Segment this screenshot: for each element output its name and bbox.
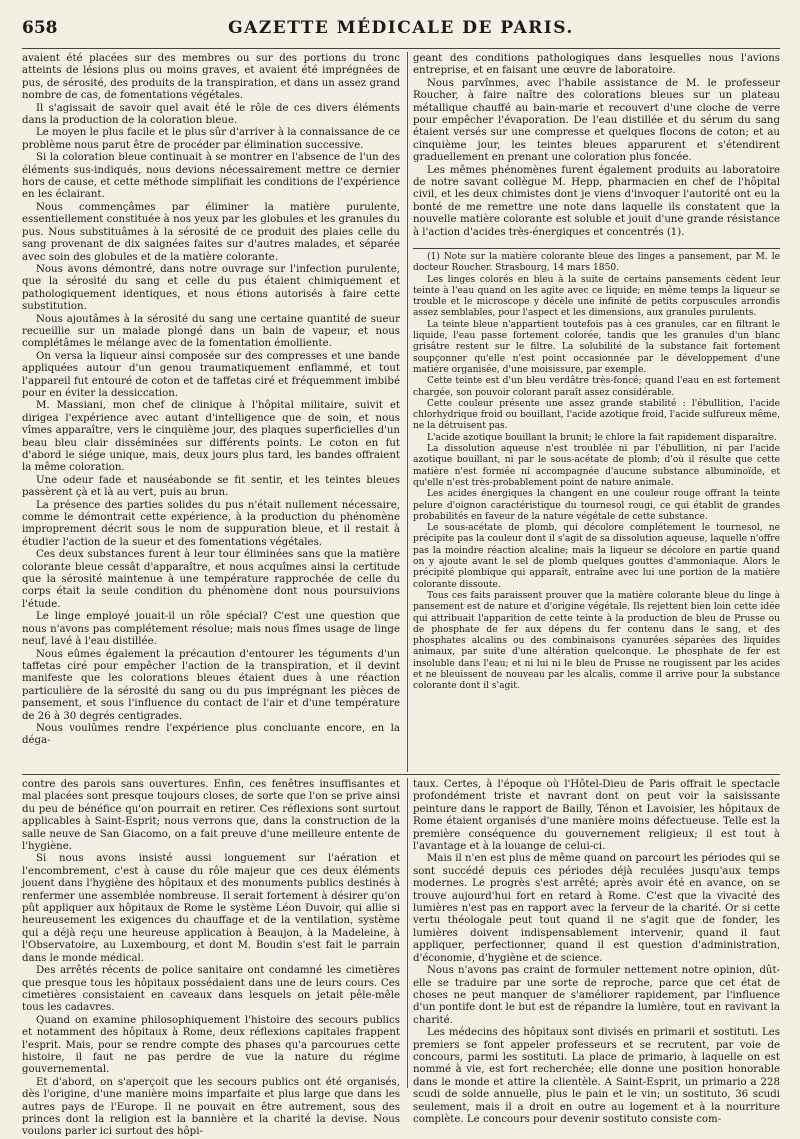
paragraph: Des arrêtés récents de police sanitaire ont condamné les cimetières que presque tous les hôpitaux possédaient dans une de leurs cours. Ces cimetières consistaient en caveaux dans lesquels on jetait pêle-mêle tous les cadavres. [22,965,400,1014]
paragraph: Nous ajoutâmes à la sérosité du sang une certaine quantité de sueur recueillie sur un malade plongé dans un bain de vapeur, et nous complétâmes le mélange avec de la fomentation émolliente. [22,313,400,350]
paragraph: taux. Certes, à l'époque où l'Hôtel-Dieu de Paris offrait le spectacle profondément triste et navrant dont on peut voir la saisissante peinture dans le rapport de Bailly, Ténon et Lavoisier, les hôpitaux de Rome étaient organisés d'une manière moins défectueuse. Telle est la première conséquence du gouvernement religieux; il est tout à l'avantage et à la louange de celui-ci. [413,779,780,853]
top-right-column [413,53,780,243]
column-divider-bottom [407,778,408,1088]
paragraph: Nous avons démontré, dans notre ouvrage sur l'infection purulente, que la sérosité du sang et celle du pus étaient chimiquement et pathologiquement identiques, et nous étions autorisés à faire cette substitution. [22,263,400,313]
paragraph: Et d'abord, on s'aperçoit que les secours publics ont été organisés, dès l'origine, d'une manière moins imparfaite et plus large que dans les autres pays de l'Europe. Il ne pouvait en être autrement, sous des princes dont la religion est la bannière et la charité la devise. Nous voulons parler ici surtout des hôpi- [22,1076,400,1138]
footnote-paragraph: Les linges colorés en bleu à la suite de certains pansements cèdent leur teinte à l'eau quand on les agite avec ce liquide; en même temps la liqueur se trouble et le microscope y décèle une infinité de petits corpuscules arrondis assez semblables, pour l'aspect et les dimensions, aux granules purulents. [413,274,780,319]
paragraph: avaient été placées sur des membres ou sur des portions du tronc atteints de lésions plus ou moins graves, et avaient été imprégnées de pus, de sérosité, des produits de la transpiration, et dans un assez grand nombre de cas, de fomentations végétales. [22,53,400,102]
paragraph: Le moyen le plus facile et le plus sûr d'arriver à la connaissance de ce problème nous parut être de procéder par élimination successive. [22,127,400,151]
page-header [22,18,780,40]
column-divider-top [407,52,408,772]
paragraph: geant des conditions pathologiques dans lesquelles nous l'avions entreprise, et en faisant une œuvre de laboratoire. [413,53,780,77]
paragraph: Il s'agissait de savoir quel avait été le rôle de ces divers éléments dans la production de la coloration bleue. [22,102,400,127]
section-rule [22,774,780,775]
page-number: 658 [22,18,58,38]
footnote [413,252,780,770]
running-title: GAZETTE MÉDICALE DE PARIS. [228,18,574,38]
paragraph: Nous voulûmes rendre l'expérience plus concluante encore, en la déga- [22,722,400,747]
bottom-left-column [22,779,400,1138]
paragraph: Les mêmes phénomènes furent également produits au laboratoire de notre savant collègue M. Hepp, pharmacien en chef de l'hôpital civil, et les deux chimistes dont je viens d'invoquer l'autorité ont eu la bonté de me remettre une note dans laquelle ils constatent que la nouvelle matière colorante est soluble et jouit d'une grande résistance à l'action d'acides très-énergiques et concentrés (1). [413,164,780,238]
paragraph: Si la coloration bleue continuait à se montrer en l'absence de l'un des éléments sus-indiqués, nous devions nécessairement mettre ce dernier hors de cause, et cette méthode simplifiait les conditions de l'expérience en les éclairant. [22,152,400,201]
footnote-paragraph: Les acides énergiques la changent en une couleur rouge offrant la teinte pelure d'oignon caractéristique du tournesol rougi, ce qui établit de grandes probabilités en faveur de la nature végétale de cette substance. [413,489,780,522]
paragraph: contre des parois sans ouvertures. Enfin, ces fenêtres insuffisantes et mal placées sont presque toujours closes, de sorte que l'on se prive ainsi du peu de bénéfice qu'on pourrait en retirer. Ces réflexions sont surtout applicables à Saint-Esprit; nous verrons que, dans la construction de la salle neuve de San Giacomo, on a fait preuve d'une meilleure entente de l'hygiène. [22,779,400,853]
paragraph: Quand on examine philosophiquement l'histoire des secours publics et notamment des hôpitaux à Rome, deux réflexions capitales frappent l'esprit. Mais, pour se rendre compte des phases qu'a parcourues cette histoire, il faut ne pas perdre de vue la nature du régime gouvernemental. [22,1014,400,1076]
footnote-paragraph: Cette teinte est d'un bleu verdâtre très-foncé; quand l'eau en est fortement chargée, son pouvoir colorant paraît assez considérable. [413,376,780,398]
paragraph: Ces deux substances furent à leur tour éliminées sans que la matière colorante bleue cessât d'apparaître, et nous acquîmes ainsi la certitude que la sérosité maintenue à une température rapprochée de celle du corps était la seule condition du phénomène dont nous poursuivions l'étude. [22,549,400,610]
footnote-rule [413,248,780,249]
header-rule [22,48,780,49]
paragraph: Les médecins des hôpitaux sont divisés en primarii et sostituti. Les premiers se font appeler professeurs et se recrutent, par voie de concours, parmi les sostituti. La place de primario, à laquelle on est nommé à vie, est fort recherchée; elle donne une position honorable dans le monde et attire la clientèle. A Saint-Esprit, un primario a 228 scudi de solde annuelle, plus le pain et le vin; un sostituto, 36 scudi seulement, mais il a droit en outre au logement et à la nourriture complète. Le concours pour devenir sostituto consiste com- [413,1027,780,1125]
paragraph: Nous eûmes également la précaution d'entourer les téguments d'un taffetas ciré pour empêcher l'action de la transpiration, et il devint manifeste que les colorations bleues étaient dues à une réaction particulière de la sérosité du sang ou du pus imprégnant les pièces de pansement, et sous l'influence du contact de l'air et d'une température de 26 à 30 degrés centigrades. [22,648,400,722]
footnote-paragraph: Tous ces faits paraissent prouver que la matière colorante bleue du linge à pansement est de nature et d'origine végétale. Ils rejettent bien loin cette idée qui attribuait l'apparition de cette teinte à la production de bleu de Prusse ou de phosphate de fer aux dépens du fer contenu dans le sang, et des phosphates alcalins ou des combinaisons cyanurées séparées des liquides animaux, par suite d'une altération quelconque. Le phosphate de fer est insoluble dans l'eau; et ni lui ni le bleu de Prusse ne rougissent par les acides et ne bleuissent de nouveau par les alcalis, comme il arrive pour la substance colorante dont il s'agit. [413,590,780,692]
footnote-lead: (1) Note sur la matière colorante bleue des linges a pansement, par M. le docteur Roucher. Strasbourg, 14 mars 1850. [413,252,780,274]
paragraph: On versa la liqueur ainsi composée sur des compresses et une bande appliquées autour d'un genou traumatiquement enflammé, et tout l'appareil fut entouré de coton et de taffetas ciré et fréquemment imbibé pour en éviter la dessiccation. [22,350,400,399]
footnote-paragraph: Cette couleur présente une assez grande stabilité : l'ébullition, l'acide chlorhydrique froid ou bouillant, l'acide azotique froid, l'acide sulfureux même, ne la détruisent pas. [413,398,780,432]
footnote-paragraph: La teinte bleue n'appartient toutefois pas à ces granules, car en filtrant le liquide, l'eau passe fortement colorée, tandis que les granules d'un blanc grisâtre restent sur le filtre. La solubilité de la substance fait fortement soupçonner qu'elle n'est point occasionnée par le développement d'une matière organisée, d'une moisissure, par exemple. [413,319,780,375]
footnote-paragraph: L'acide azotique bouillant la brunit; le chlore la fait rapidement disparaître. [427,432,777,443]
paragraph: Nous commençâmes par éliminer la matière purulente, essentiellement constituée à nos yeux par les globules et les granules du pus. Nous substituâmes à la sérosité de ce produit des plaies celle du sang provenant de dix saignées faites sur d'autres malades, et séparée avec soin des globules et de la matière colorante. [22,201,400,263]
paragraph: Une odeur fade et nauséabonde se fit sentir, et les teintes bleues passèrent çà et là au vert, puis au brun. [22,474,400,499]
paragraph: La présence des parties solides du pus n'était nullement nécessaire, comme le démontrait cette expérience, à la production du phénomène improprement décrit sous le nom de suppuration bleue, et il restait à étudier l'action de la sueur et des fomentations végétales. [22,499,400,548]
bottom-right-column [413,779,780,1125]
paragraph: M. Massiani, mon chef de clinique à l'hôpital militaire, suivit et dirigea l'expérience avec autant d'intelligence que de soin, et nous vîmes apparaître, vers le cinquième jour, des plaques superficielles d'un beau bleu clair disséminées sur différents points. Le coton en fut d'abord le siége unique, mais, deux jours plus tard, les bandes offraient la même coloration. [22,400,400,474]
footnote-paragraph: Le sous-acétate de plomb, qui décolore complétement le tournesol, ne précipite pas la couleur dont il s'agit de sa dissolution aqueuse, laquelle n'offre pas la moindre réaction alcaline; mais la liqueur se décolore en partie quand on y ajoute avant le sel de plomb quelques gouttes d'ammoniaque. Alors le précipité plombique qui apparaît, entraîne avec lui une portion de la matière colorante dissoute. [413,523,780,590]
top-left-column [22,53,400,770]
paragraph: Si nous avons insisté aussi longuement sur l'aération et l'encombrement, c'est à cause du rôle majeur que ces deux éléments jouent dans l'hygiène des hôpitaux et des monuments publics destinés à renfermer une assemblée nombreuse. Il serait fortement à désirer qu'on pût appliquer aux hôpitaux de Rome le système Léon Duvoir, qui allie si heureusement les exigences du chauffage et de la ventilation, système qui a déjà reçu une heureuse application à Beaujon, à la Madeleine, à l'Observatoire, au Luxembourg, et dont M. Boudin s'est fait le parrain dans le monde médical. [22,853,400,964]
paragraph: Nous n'avons pas craint de formuler nettement notre opinion, dût-elle se traduire par une sorte de reproche, parce que cet état de choses ne peut manquer de s'améliorer rapidement, par l'influence d'un pontife dont le but est de répandre la lumière, tout en ravivant la charité. [413,965,780,1026]
paragraph: Nous parvînmes, avec l'habile assistance de M. le professeur Roucher, à faire naître des colorations bleues sur un plateau métallique chauffé au bain-marie et recouvert d'une cloche de verre pour empêcher l'évaporation. De l'eau distillée et du sérum du sang étaient versés sur une compresse et quelques flocons de coton; et au cinquième jour, les teintes bleues apparurent et s'étendirent graduellement en prenant une coloration plus foncée. [413,77,780,164]
footnote-paragraph: La dissolution aqueuse n'est troublée ni par l'ébullition, ni par l'acide azotique bouillant, ni par le sous-acétate de plomb; d'où il résulte que cette matière n'est formée ni accompagnée d'aucune substance albuminoïde, et qu'elle n'est très-probablement point de nature animale. [413,444,780,488]
paragraph: Mais il n'en est plus de même quand on parcourt les périodes qui se sont succédé depuis ces périodes déjà reculées jusqu'aux temps modernes. Le progrès s'est arrêté; après avoir été en avance, on se trouve aujourd'hui fort en retard à Rome. C'est que la vivacité des lumières n'est pas en rapport avec la ferveur de la charité. Or si cette vertu théologale peut tout quand il ne s'agit que de fonder, les lumières doivent indispensablement intervenir, quand il faut appliquer, perfectionner, quand il est question d'administration, d'économie, d'hygiène et de science. [413,853,780,964]
paragraph: Le linge employé jouait-il un rôle spécial? C'est une question que nous n'avons pas complétement résolue; mais nous fîmes usage de linge neuf, lavé à l'eau distillée. [22,611,400,648]
